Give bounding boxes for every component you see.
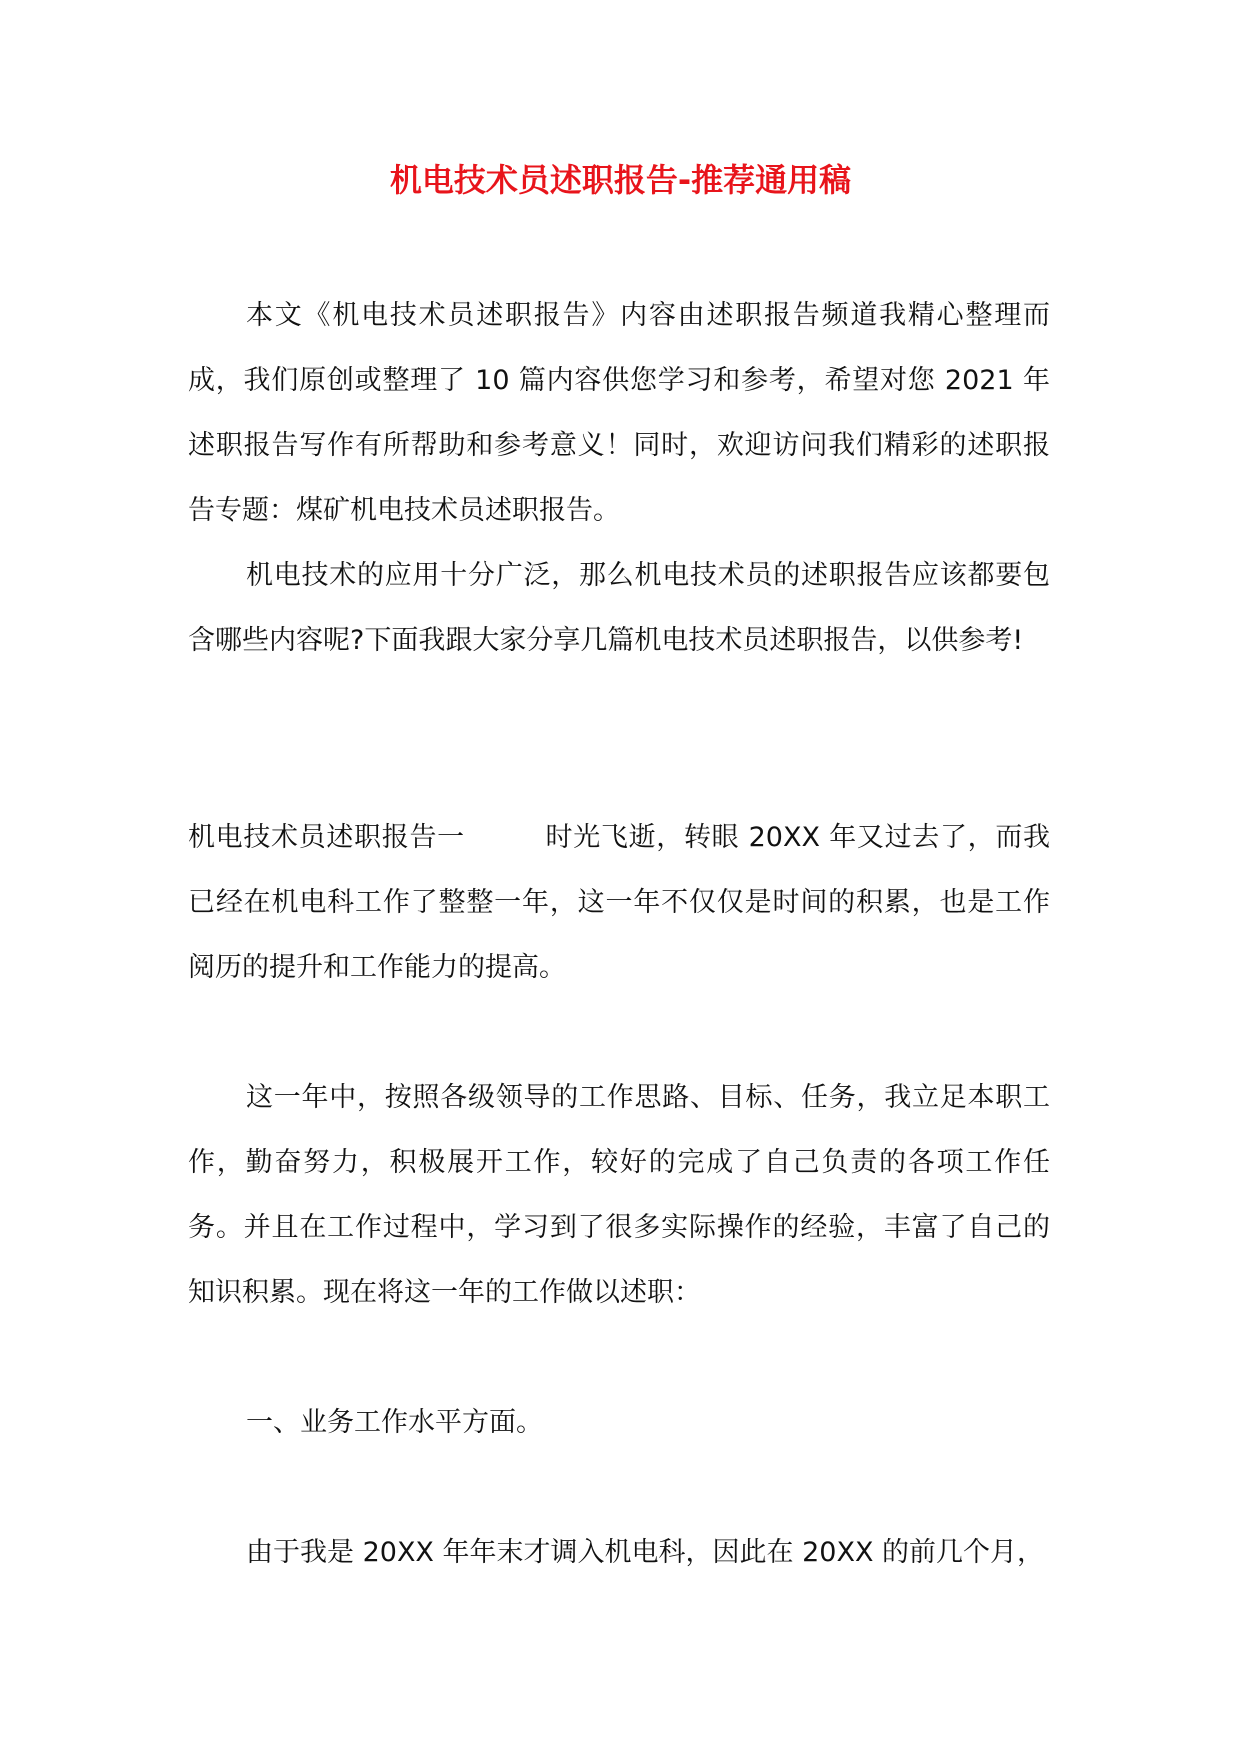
document-title: 机电技术员述职报告-推荐通用稿	[389, 161, 852, 199]
year-summary-paragraph: 这一年中，按照各级领导的工作思路、目标、任务，我立足本职工作，勤奋努力，积极展开工作，较好的完成了自己负责的各项工作任务。并且在工作过程中，学习到了很多实际操作的经验，丰富了自己的知识积累。现在将这一年的工作做以述职：	[188, 1082, 1050, 1308]
transfer-paragraph: 由于我是 20XX 年年末才调入机电科，因此在 20XX 的前几个月，	[246, 1537, 1045, 1568]
section-heading: 机电技术员述职报告一	[188, 822, 465, 853]
overview-paragraph: 机电技术的应用十分广泛，那么机电技术员的述职报告应该都要包含哪些内容呢?下面我跟大家分享几篇机电技术员述职报告，以供参考!	[188, 560, 1050, 656]
intro-paragraph: 本文《机电技术员述职报告》内容由述职报告频道我精心整理而成，我们原创或整理了 10 篇内容供您学习和参考，希望对您 2021 年述职报告写作有所帮助和参考意义！同时，欢迎访问我们精彩的述职报告专题：煤矿机电技术员述职报告。	[188, 300, 1050, 526]
subsection-heading: 一、业务工作水平方面。	[246, 1407, 543, 1438]
report-one-text: 时光飞逝，转眼 20XX 年又过去了，而我已经在机电科工作了整整一年，这一年不仅仅是时间的积累，也是工作阅历的提升和工作能力的提高。	[188, 822, 1051, 983]
report-one-paragraph	[188, 805, 1050, 1000]
